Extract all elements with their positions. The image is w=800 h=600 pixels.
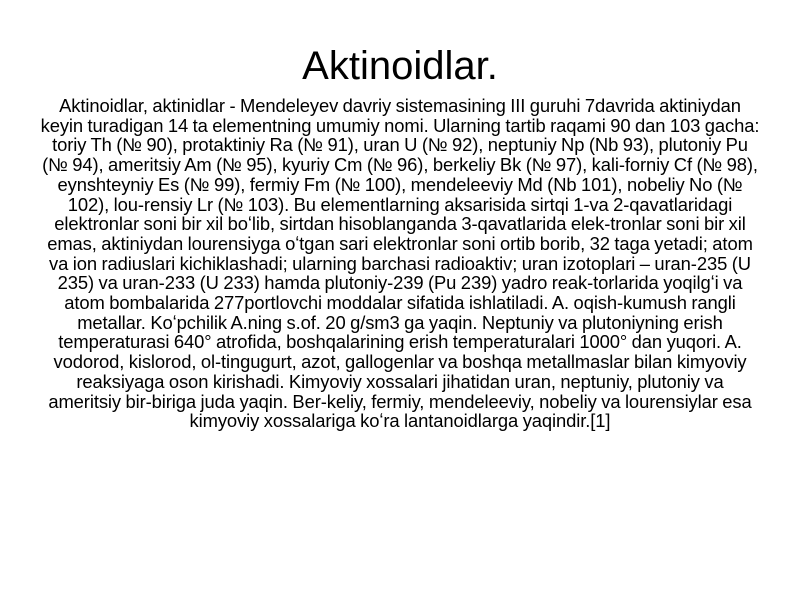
slide-body-text: Aktinoidlar, aktinidlar - Mendeleyev davriy sistemasining III guruhi 7davrida aktiniydan keyin turadigan 14 ta elementning umumiy nomi. Ularning tartib raqami 90 dan 103 gacha: toriy Th (№ 90), protaktiniy Ra (№ 91), uran U (№ 92), neptuniy Np (Nb 93), plutoniy Pu (№ 94), ameritsiy Am (№ 95), kyuriy Cm (№ 96), berkeliy Bk (№ 97), kali-forniy Cf (№ 98), eynshteyniy Es (№ 99), fermiy Fm (№ 100), mendeleeviy Md (Nb 101), nobeliy No (№ 102), lou-rensiy Lr (№ 103). Bu elementlarning aksarisida sirtqi 1-va 2-qavatlaridagi elektronlar soni bir xil boʻlib, sirtdan hisoblanganda 3-qavatlarida elek-tronlar soni bir xil emas, aktiniydan lourensiyga oʻtgan sari elektronlar soni ortib borib, 32 taga yetadi; atom va ion radiuslari kichiklashadi; ularning barchasi radioaktiv; uran izotoplari – uran-235 (U 235) va uran-233 (U 233) hamda plutoniy-239 (Pu 239) yadro reak-torlarida yoqilgʻi va atom bombalarida 277portlovchi moddalar sifatida ishlatiladi. A. oqish-kumush rangli metallar. Koʻpchilik A.ning s.of. 20 g/sm3 ga yaqin. Neptuniy va plutoniyning erish temperaturasi 640° atrofida, boshqalarining erish temperaturalari 1000° dan yuqori. A. vodorod, kislorod, ol-tingugurt, azot, gallogenlar va boshqa metallmaslar bilan kimyoviy reaksiyaga oson kirishadi. Kimyoviy xossalari jihatidan uran, neptuniy, plutoniy va ameritsiy bir-biriga juda yaqin. Ber-keliy, fermiy, mendeleeviy, nobeliy va lourensiylar esa kimyoviy xossalariga koʻra lantanoidlarga yaqindir.[1] [40, 95, 760, 432]
slide-title: Aktinoidlar. [302, 44, 498, 88]
